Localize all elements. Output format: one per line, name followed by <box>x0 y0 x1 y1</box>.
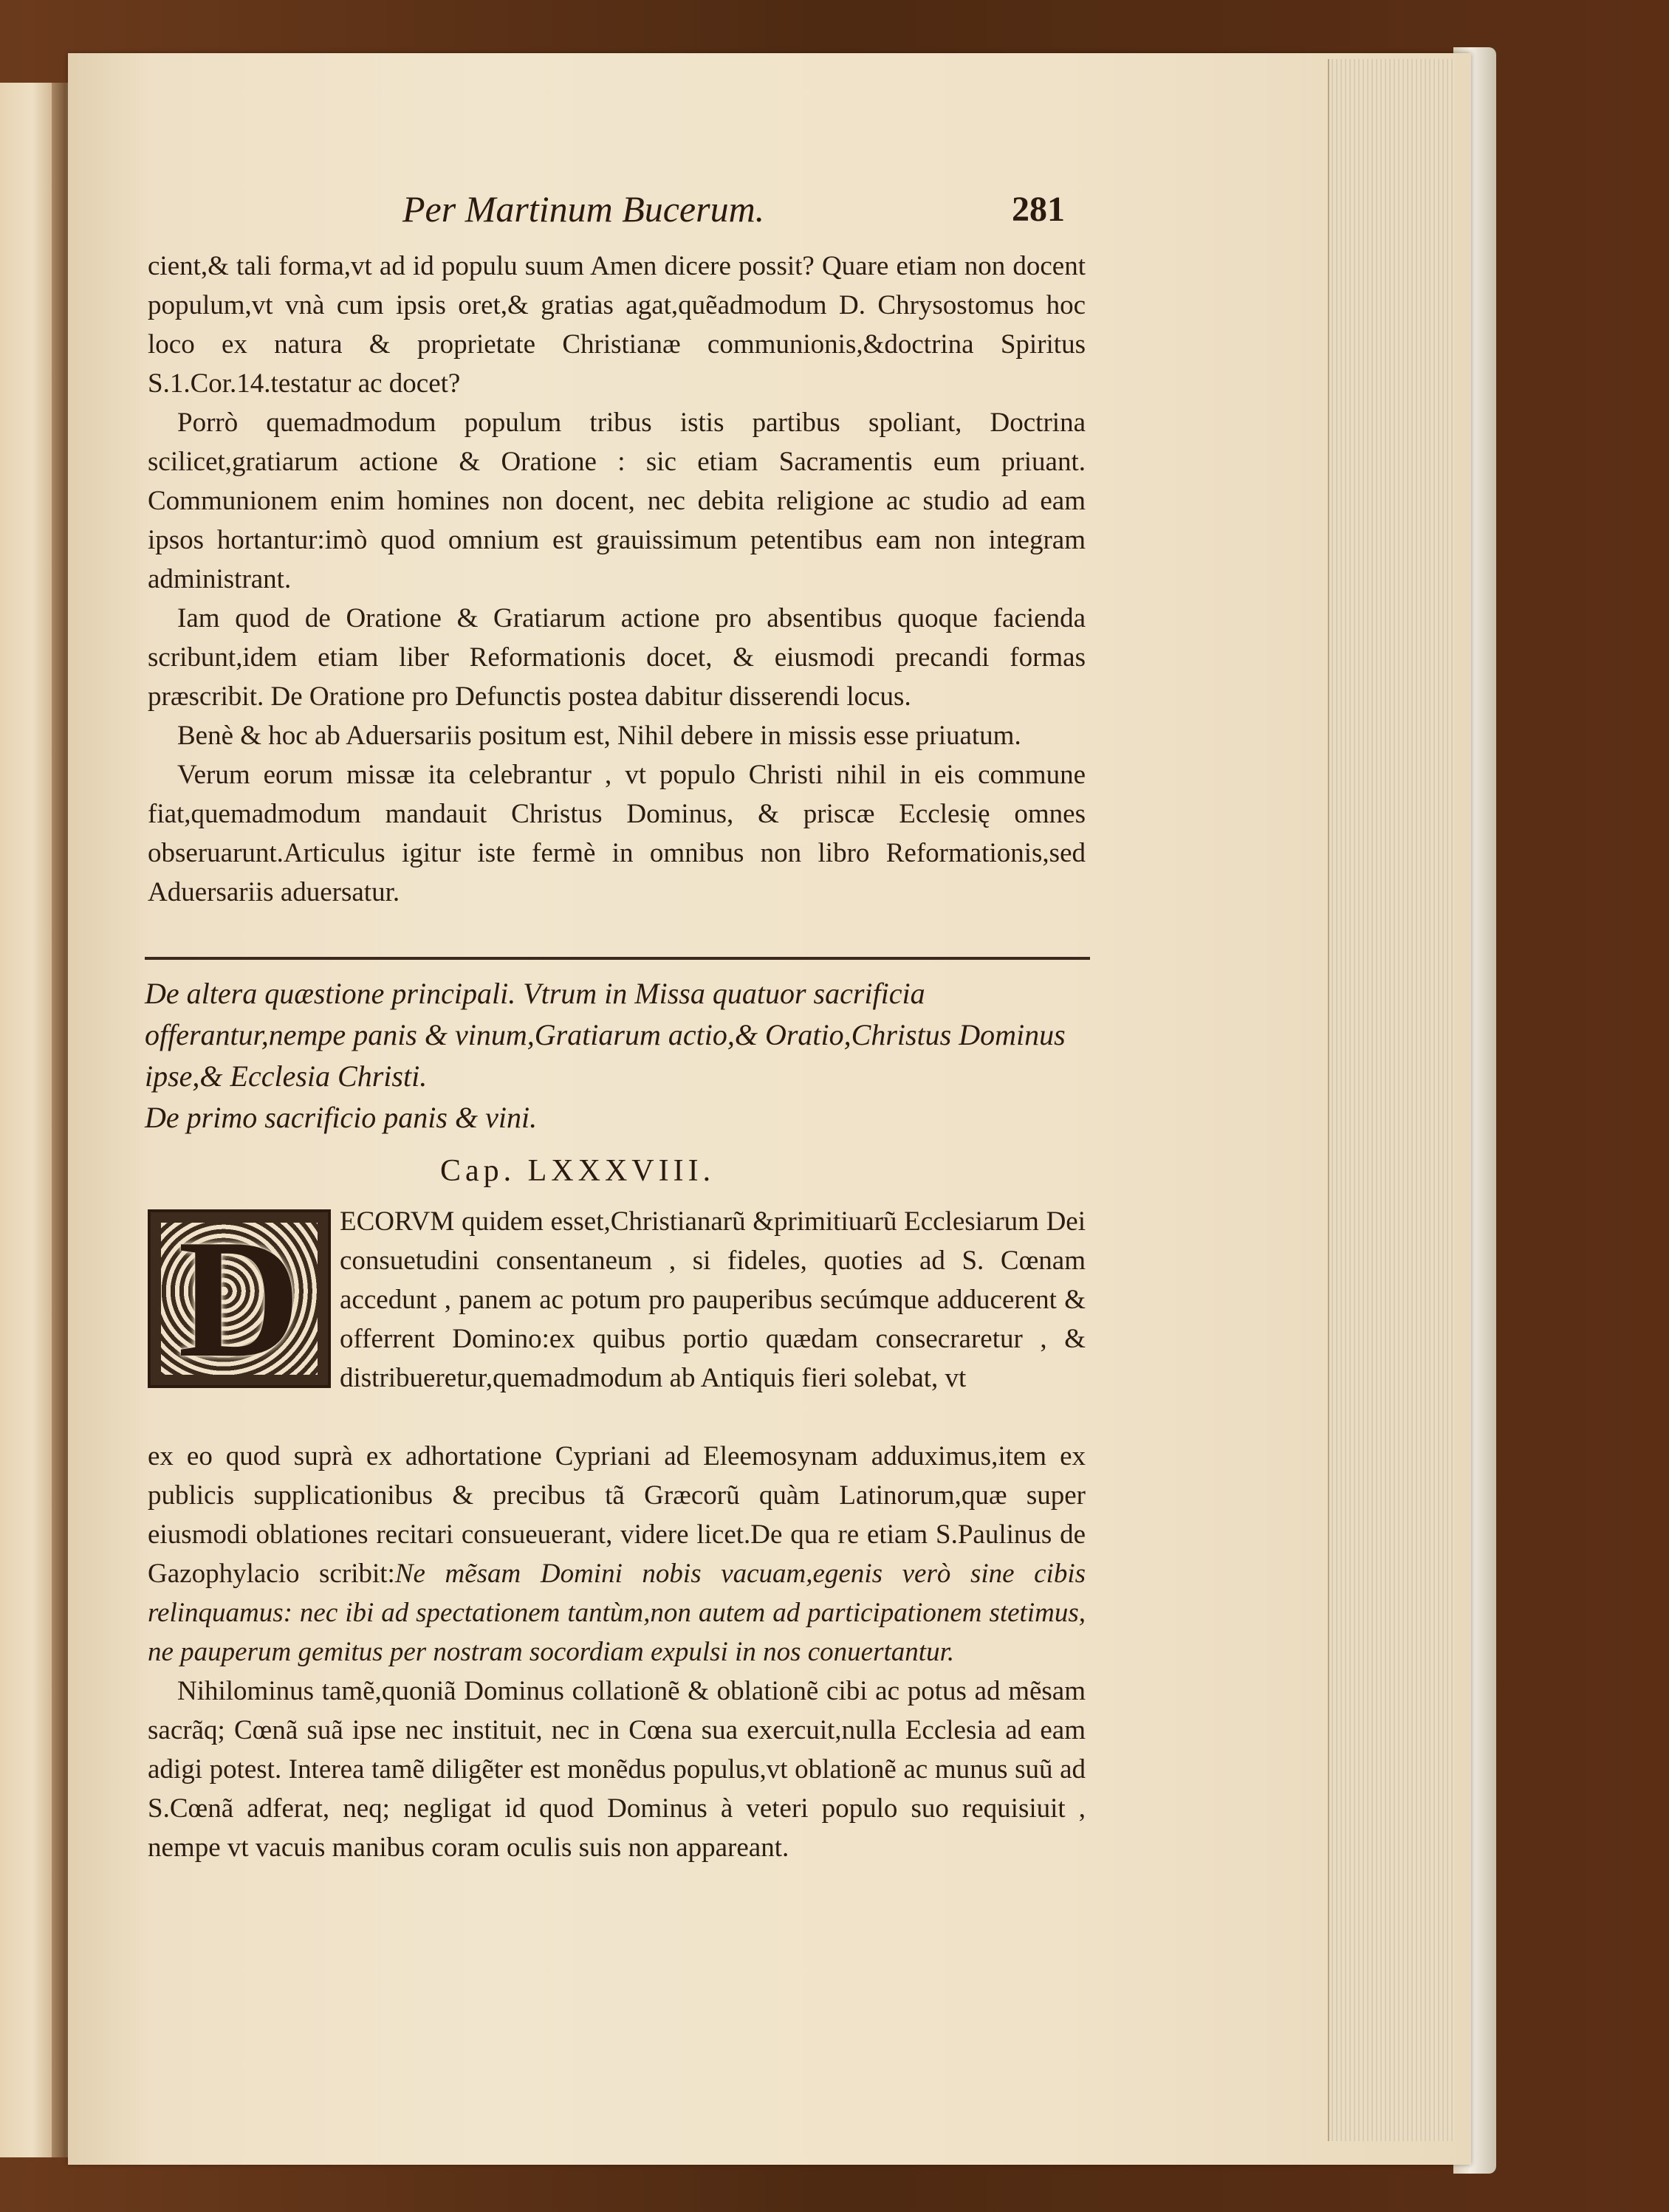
section-rule <box>145 957 1090 960</box>
paragraph: ECORVM quidem esset,Christianarũ &primitiuarũ Ecclesiarum Dei consuetudini consentaneum , si fideles, quoties ad S. Cœnam accedunt , panem ac potum pro pauperibus secúmque adducerent & offerrent Domino:ex quibus portio quædam consecraretur , & distribueretur,quemadmodum ab Antiquis fieri solebat, vt <box>340 1206 1086 1393</box>
paragraph: Nihilominus tamẽ,quoniã Dominus collationẽ & oblationẽ cibi ac potus ad mẽsam sacrãq; Cœnã suã ipse nec instituit, nec in Cœna sua exercuit,nulla Ecclesia ad eam adigi potest. Interea tamẽ diligẽter est monẽdus populus,vt oblationẽ ac munus suũ ad S.Cœnã adferat, neq; negligat id quod Dominus à veteri populo suo requisiuit , nempe vt vacuis manibus coram oculis suis non appareant. <box>148 1676 1086 1863</box>
page-number: 281 <box>1012 190 1065 229</box>
paragraph: Iam quod de Oratione & Gratiarum actione pro absentibus quoque facienda scribunt,idem etiam liber Reformationis docet, & eiusmodi precandi formas præscribit. De Oratione pro Defunctis postea dabitur disserendi locus. <box>148 603 1086 712</box>
page-header <box>148 188 1086 239</box>
paragraph-text: ex eo quod suprà ex adhortatione Cypriani ad Eleemosynam adduximus,item ex publicis supplicationibus & precibus tã Græcorũ quàm Latinorum,quæ super eiusmodi oblationes recitari consueuerant, videre licet.De qua re etiam S.Paulinus de Gazophylacio scribit: <box>148 1441 1086 1589</box>
paragraph: Verum eorum missæ ita celebrantur , vt populo Christi nihil in eis commune fiat,quemadmodum mandauit Christus Dominus, & priscæ Ecclesię omnes obseruarunt.Articulus igitur iste fermè in omnibus non libro Reformationis,sed Aduersariis aduersatur. <box>148 760 1086 907</box>
paragraph: Benè & hoc ab Aduersariis positum est, Nihil debere in missis esse priuatum. <box>177 721 1021 751</box>
section-heading <box>145 973 1090 1138</box>
chapter-number: Cap. LXXXVIII. <box>440 1154 716 1188</box>
running-head: Per Martinum Bucerum. <box>402 188 765 230</box>
left-page-edge <box>0 83 59 2157</box>
quotation: Ne mẽsam Domini nobis vacuam,egenis verò sine cibis relinquamus: nec ibi ad spectationem tantùm,non autem ad participationem stetimus, ne pauperum gemitus per nostram socordiam expulsi in nos conuertantur. <box>148 1559 1086 1667</box>
text-block-upper <box>148 247 1086 912</box>
page-stack-edge <box>1328 59 1455 2141</box>
chapter-body <box>148 1437 1086 1867</box>
chapter-opening <box>340 1202 1086 1398</box>
paragraph <box>148 1437 1086 1672</box>
paragraph: Porrò quemadmodum populum tribus istis partibus spoliant, Doctrina scilicet,gratiarum actione & Oratione : sic etiam Sacramentis eum priuant. Communionem enim homines non docent, nec debita religione ac studio ad eam ipsos hortantur:imò quod omnium est grauissimum petentibus eam non integram administrant. <box>148 408 1086 594</box>
decorated-initial <box>148 1204 331 1392</box>
paragraph: cient,& tali forma,vt ad id populu suum Amen dicere possit? Quare etiam non docent populum,vt vnà cum ipsis oret,& gratias agat,quẽadmodum D. Chrysostomus hoc loco ex natura & proprietate Christianæ communionis,&doctrina Spiritus S.1.Cor.14.testatur ac docet? <box>148 251 1086 399</box>
heading-subline: De primo sacrificio panis & vini. <box>145 1101 538 1134</box>
heading-line: De altera quæstione principali. Vtrum in Missa quatuor sacrificia offerantur,nempe panis & vinum,Gratiarum actio,& Oratio,Christus Dominus ipse,& Ecclesia Christi. <box>145 977 1066 1093</box>
initial-letter: D <box>177 1204 301 1392</box>
